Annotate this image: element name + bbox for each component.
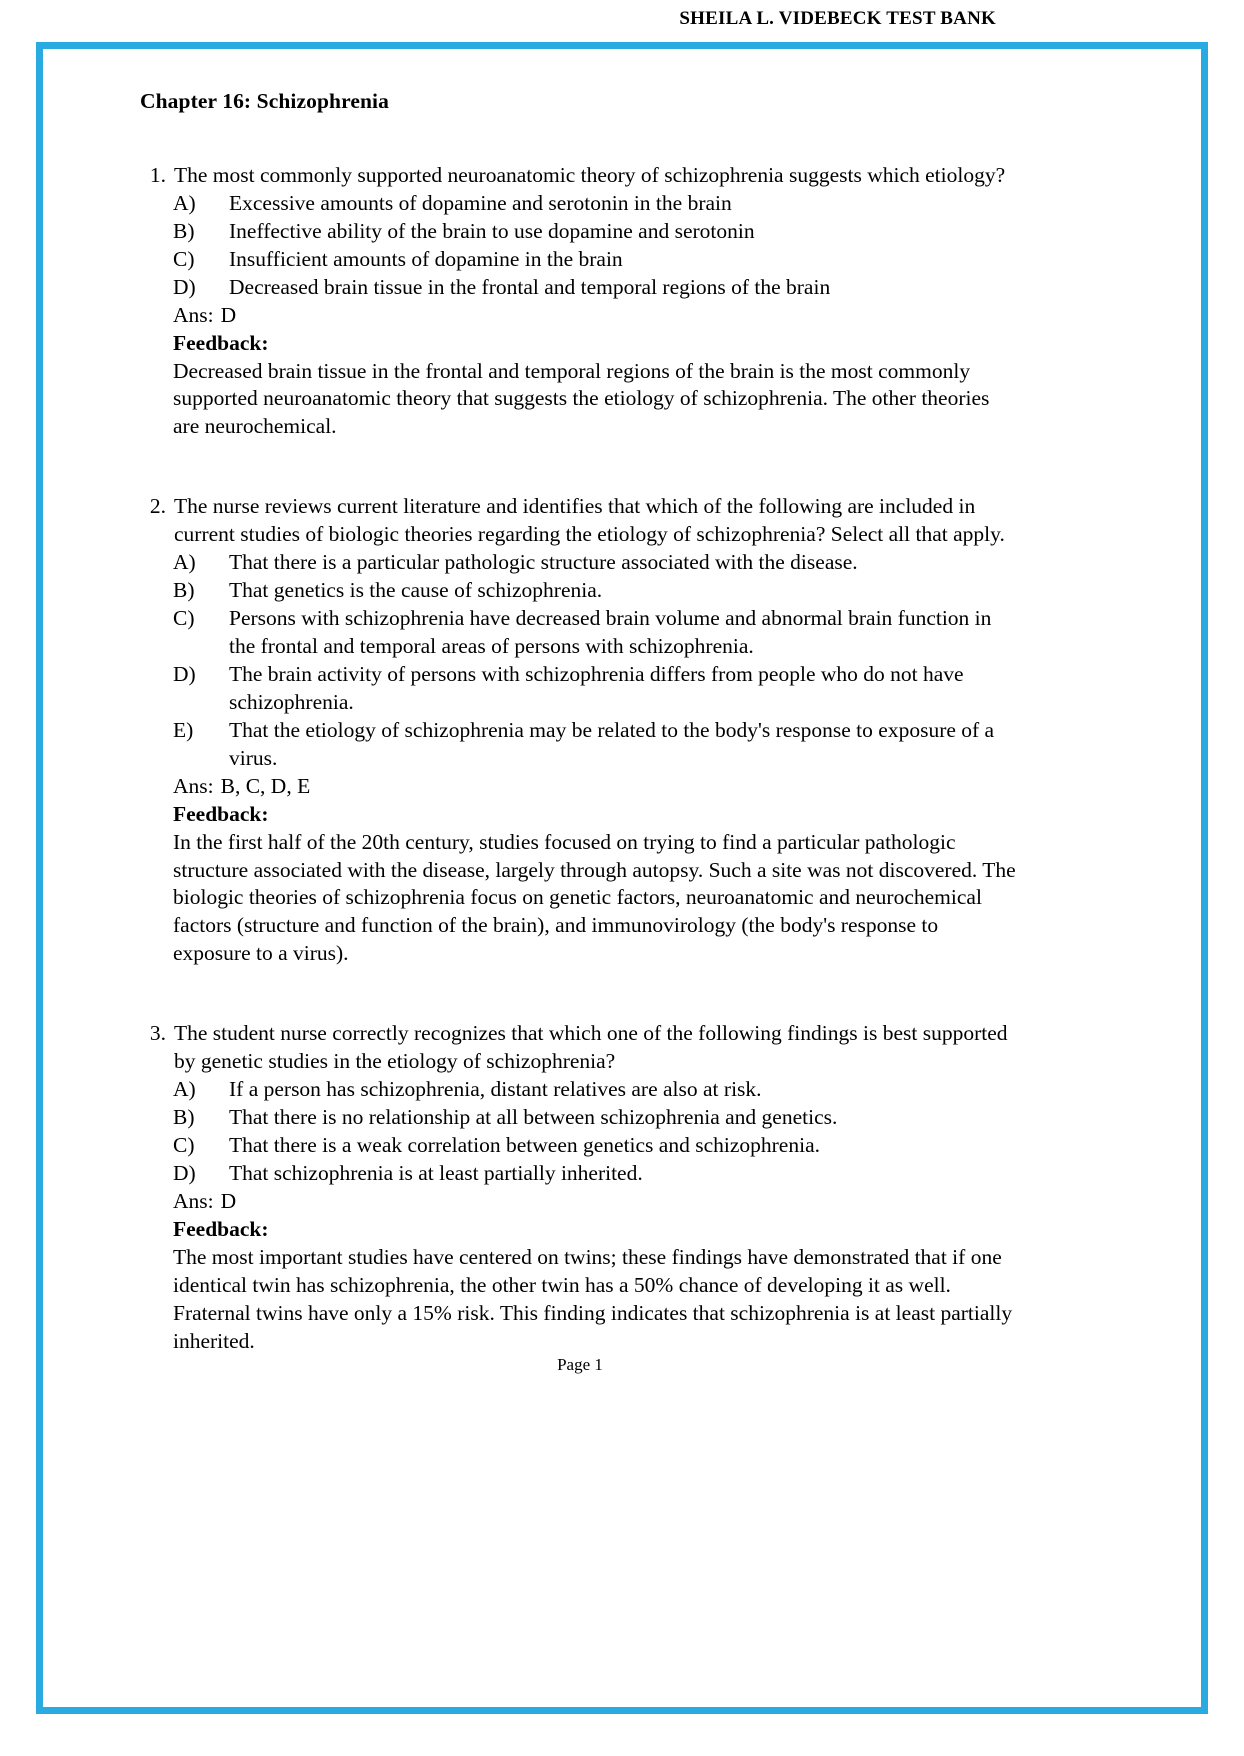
option-text: That there is no relationship at all between schizophrenia and genetics.	[229, 1105, 838, 1130]
question-text: The most commonly supported neuroanatomic theory of schizophrenia suggests which etiology?	[174, 162, 1006, 187]
question-text: The nurse reviews current literature and identifies that which of the following are included in current studies of biologic theories regarding the etiology of schizophrenia? Select all that apply.	[174, 494, 1005, 547]
running-header: SHEILA L. VIDEBECK TEST BANK	[679, 8, 996, 29]
option-text: That there is a weak correlation between genetics and schizophrenia.	[229, 1133, 820, 1157]
answer-option[interactable]	[140, 577, 1020, 605]
answer-option[interactable]	[140, 190, 1020, 218]
question-list	[140, 162, 1020, 1356]
option-text: Persons with schizophrenia have decreased brain volume and abnormal brain function in the frontal and temporal areas of persons with schizophrenia.	[229, 606, 992, 658]
question-stem	[140, 162, 1020, 190]
feedback-text: In the first half of the 20th century, studies focused on trying to find a particular pathologic structure associated with the disease, largely through autopsy. Such a site was not discovered. The biologic theories of schizophrenia focus on genetic factors, neuroanatomic and neurochemical factors (structure and function of the brain), and immunovirology (the body's response to exposure to a virus).	[173, 829, 1016, 966]
feedback-text: Decreased brain tissue in the frontal and temporal regions of the brain is the most commonly supported neuroanatomic theory that suggests the etiology of schizophrenia. The other theories are neurochemical.	[173, 358, 990, 439]
option-text: The brain activity of persons with schizophrenia differs from people who do not have schizophrenia.	[229, 661, 964, 714]
question-number: 1.	[149, 162, 166, 187]
feedback-label: Feedback:	[173, 801, 269, 826]
answer-value: D	[220, 1188, 237, 1213]
option-letter: D)	[173, 274, 196, 299]
answer-line	[140, 773, 1020, 801]
answer-label: Ans:	[173, 773, 214, 798]
option-text: Decreased brain tissue in the frontal and temporal regions of the brain	[229, 274, 831, 299]
answer-option[interactable]	[140, 274, 1020, 302]
option-letter: D)	[173, 661, 196, 686]
option-text: Ineffective ability of the brain to use dopamine and serotonin	[229, 218, 755, 243]
answer-line	[140, 302, 1020, 330]
answer-option[interactable]	[140, 717, 1020, 773]
feedback-text: The most important studies have centered on twins; these findings have demonstrated that if one identical twin has schizophrenia, the other twin has a 50% chance of developing it as well. Fraternal twins have only a 15% risk. This finding indicates that schizophrenia is at least partially inherited.	[173, 1244, 1013, 1353]
option-letter: E)	[173, 717, 194, 742]
option-letter: A)	[173, 1077, 196, 1102]
document-content	[140, 88, 1020, 1356]
option-text: That the etiology of schizophrenia may be related to the body's response to exposure of a virus.	[229, 717, 995, 770]
question-stem	[140, 493, 1020, 549]
answer-option[interactable]	[140, 246, 1020, 274]
option-letter: C)	[173, 246, 195, 271]
answer-option[interactable]	[140, 1076, 1020, 1104]
answer-options	[140, 190, 1020, 302]
answer-option[interactable]	[140, 1132, 1020, 1160]
option-letter: C)	[173, 1133, 195, 1157]
option-text: That genetics is the cause of schizophrenia.	[229, 578, 603, 603]
option-letter: C)	[173, 606, 195, 631]
option-letter: B)	[173, 1105, 195, 1130]
question-block	[140, 1020, 1020, 1355]
answer-option[interactable]	[140, 661, 1020, 717]
option-text: That schizophrenia is at least partially inherited.	[229, 1160, 643, 1185]
question-text: The student nurse correctly recognizes that which one of the following findings is best supported by genetic studies in the etiology of schizophrenia?	[174, 1021, 1008, 1074]
answer-option[interactable]	[140, 549, 1020, 577]
answer-label: Ans:	[173, 1188, 214, 1213]
feedback-label: Feedback:	[173, 330, 269, 355]
answer-option[interactable]	[140, 1104, 1020, 1132]
answer-option[interactable]	[140, 605, 1020, 661]
option-letter: B)	[173, 578, 195, 603]
option-letter: A)	[173, 190, 196, 215]
page-title: Chapter 16: Schizophrenia	[140, 89, 389, 113]
page-footer: Page 1	[557, 1355, 603, 1374]
option-text: Insufficient amounts of dopamine in the brain	[229, 246, 623, 271]
question-number: 2.	[149, 494, 166, 519]
answer-options	[140, 549, 1020, 773]
question-stem	[140, 1020, 1020, 1076]
option-letter: B)	[173, 218, 195, 243]
option-letter: A)	[173, 550, 196, 575]
feedback-label: Feedback:	[173, 1216, 269, 1241]
question-block	[140, 162, 1020, 441]
option-text: If a person has schizophrenia, distant relatives are also at risk.	[229, 1077, 762, 1102]
option-letter: D)	[173, 1160, 196, 1185]
answer-options	[140, 1076, 1020, 1188]
answer-value: D	[220, 302, 237, 327]
option-text: Excessive amounts of dopamine and serotonin in the brain	[229, 190, 732, 215]
option-text: That there is a particular pathologic structure associated with the disease.	[229, 550, 858, 575]
answer-option[interactable]	[140, 218, 1020, 246]
answer-option[interactable]	[140, 1160, 1020, 1188]
answer-label: Ans:	[173, 302, 214, 327]
question-number: 3.	[149, 1021, 166, 1046]
answer-line	[140, 1188, 1020, 1216]
question-block	[140, 493, 1020, 968]
answer-value: B, C, D, E	[220, 773, 311, 798]
